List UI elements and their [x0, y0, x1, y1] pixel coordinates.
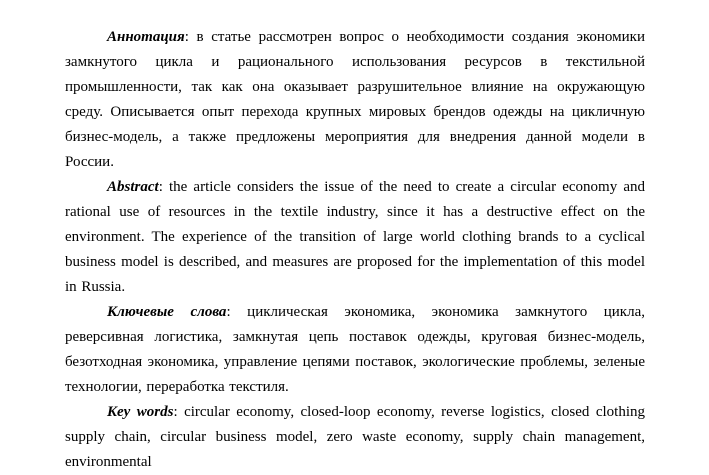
keywords-en-lead-label: Key words: [107, 404, 174, 420]
annotation-lead-label: Аннотация: [107, 29, 185, 45]
keywords-en-text: : circular economy, closed-loop economy, reverse logistics, closed clothing supply chain, circular business model, zero waste economy, supply chain management, environmental: [65, 404, 646, 470]
keywords-ru-paragraph: [65, 300, 645, 400]
abstract-paragraph: [65, 175, 645, 300]
keywords-ru-text: : циклическая экономика, экономика замкнутого цикла, реверсивная логистика, замкнутая цепь поставок одежды, круговая бизнес-модель, безотходная экономика, управление цепями поставок, экологические проблемы, зеленые технологии, переработка текстиля.: [65, 304, 645, 395]
keywords-ru-lead-label: Ключевые слова: [107, 304, 227, 320]
keywords-en-paragraph: [65, 400, 645, 475]
abstract-lead-label: Abstract: [107, 179, 159, 195]
abstract-text: : the article considers the issue of the need to create a circular economy and rational use of resources in the textile industry, since it has a destructive effect on the environment. The experience of the transition of large world clothing brands to a cyclical business model is described, and measures are proposed for the implementation of this model in Russia.: [65, 179, 645, 295]
annotation-paragraph: [65, 25, 645, 175]
annotation-text: : в статье рассмотрен вопрос о необходимости создания экономики замкнутого цикла и рационального использования ресурсов в текстильной промышленности, так как она оказывает разрушительное влияние на окружающую среду. Описывается опыт перехода крупных мировых брендов одежды на цикличную бизнес-модель, а также предложены мероприятия для внедрения данной модели в России.: [65, 29, 645, 170]
